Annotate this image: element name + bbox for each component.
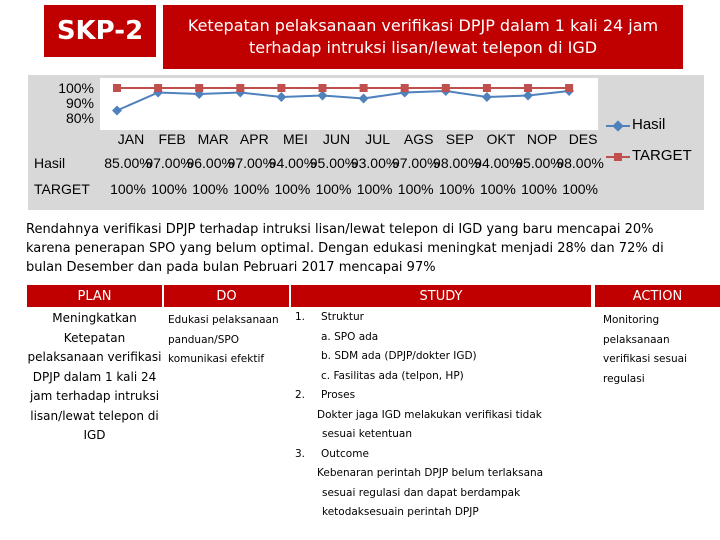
do-header: DO [164,285,289,307]
study-item-number: 1. [295,311,306,323]
data-label-target: 100% [521,181,557,197]
y-tick-label: 90% [65,95,94,111]
table-row-label: TARGET [34,181,90,197]
data-label-target: 100% [479,181,516,197]
x-category-label: NOP [526,131,558,147]
data-label-hasil: 95.00% [515,155,563,171]
x-category-label: JUN [322,131,351,147]
study-item-text: Outcome [321,447,369,460]
x-category-label: JUL [365,131,391,147]
data-label-hasil: 97.00% [227,155,276,171]
data-label-target: 100% [315,181,352,197]
point-hasil [318,91,328,101]
study-item-text: sesuai ketentuan [322,428,413,440]
study-item-text: Proses [321,389,356,401]
data-label-hasil: 94.00% [268,155,317,171]
x-category-label: SEP [445,131,474,147]
data-label-target: 100% [233,181,270,197]
x-category-label: AGS [403,131,434,147]
slide-title-text: Ketepatan pelaksanaan verifikasi DPJP dalam 1 kali 24 jam terhadap intruksi lisan/lewat telepon di IGD [187,16,659,57]
do-cell: Edukasi pelaksanaan panduan/SPO komunikasi efektif [168,314,279,365]
legend-item-hasil [606,116,706,136]
action-cell: Monitoring pelaksanaan verifikasi sesuai regulasi [603,314,687,385]
plan-cell: Meningkatkan Ketepatan pelaksanaan verifikasi DPJP dalam 1 kali 24 jam terhadap intruksi lisan/lewat telepon di IGD [27,311,162,442]
point-target [319,84,327,92]
study-item-text: sesuai regulasi dan dapat berdampak [322,486,521,499]
study-item-text: b. SDM ada (DPJP/dokter IGD) [321,350,477,362]
data-label-hasil: 96.00% [186,155,234,171]
x-category-label: FEB [158,131,186,147]
data-label-target: 100% [151,181,188,197]
data-label-hasil: 97.00% [391,155,440,171]
point-hasil [112,106,122,116]
point-target [360,84,368,92]
data-label-target: 100% [274,181,311,197]
data-label-target: 100% [110,181,146,197]
point-target [565,84,573,92]
point-target [236,84,244,92]
study-item-text: c. Fasilitas ada (telpon, HP) [321,369,464,382]
legend-hasil-marker [606,120,630,132]
x-category-label: MAR [197,131,229,147]
data-label-hasil: 95.00% [309,155,358,171]
x-category-label: JAN [117,131,145,147]
plan-header: PLAN [27,285,162,307]
point-hasil [359,94,369,104]
study-header: STUDY [291,285,591,307]
data-label-target: 100% [356,181,393,197]
point-target [195,84,203,92]
y-tick-label: 80% [65,110,94,126]
point-target [442,84,450,92]
data-label-target: 100% [562,181,599,197]
action-header: ACTION [595,285,720,307]
study-item-text: a. SPO ada [321,330,379,343]
x-category-label: DES [568,131,598,147]
line-chart [0,0,720,210]
point-target [401,84,409,92]
legend-label-hasil: Hasil [632,116,666,133]
y-tick-label: 100% [58,80,94,96]
legend-label-target: TARGET [632,147,692,164]
study-item-text: ketodaksesuain perintah DPJP [322,506,479,518]
chart-legend [606,116,706,176]
x-category-label: MEI [282,131,308,147]
point-target [154,84,162,92]
x-category-label: OKT [486,131,516,147]
series-line-hasil [117,91,569,111]
study-item-text: Kebenaran perintah DPJP belum terlaksana [317,467,544,479]
point-hasil [482,92,492,102]
skp-badge: SKP-2 [44,5,156,57]
point-target [277,84,285,92]
data-label-hasil: 93.00% [350,155,399,171]
data-label-hasil: 85.00% [104,155,152,171]
data-label-target: 100% [397,181,434,197]
study-item-number: 3. [295,447,306,460]
data-label-target: 100% [438,181,475,197]
data-label-hasil: 98.00% [556,155,604,171]
point-target [524,84,532,92]
data-label-target: 100% [192,181,229,197]
study-item-number: 2. [295,389,306,401]
point-target [113,84,121,92]
x-category-label: APR [239,131,269,147]
analysis-note: Rendahnya verifikasi DPJP terhadap intruksi lisan/lewat telepon di IGD yang baru mencapai 20% karena penerapan SPO yang belum optimal. Dengan edukasi meningkat menjadi 28% dan 72% di bulan Desember dan pada bulan Pebruari 2017 mencapai 97% [26,222,664,275]
data-label-hasil: 98.00% [433,155,481,171]
legend-target-marker [606,151,630,163]
study-item-text: Dokter jaga IGD melakukan verifikasi tidak [317,408,542,421]
data-label-hasil: 97.00% [145,155,193,171]
point-hasil [276,92,286,102]
legend-item-target [606,147,706,167]
study-item-text: Struktur [321,311,364,323]
table-row-label: Hasil [34,155,66,171]
point-target [483,84,491,92]
pdsa-table [27,285,720,540]
data-label-hasil: 94.00% [474,155,522,171]
point-hasil [523,91,533,101]
